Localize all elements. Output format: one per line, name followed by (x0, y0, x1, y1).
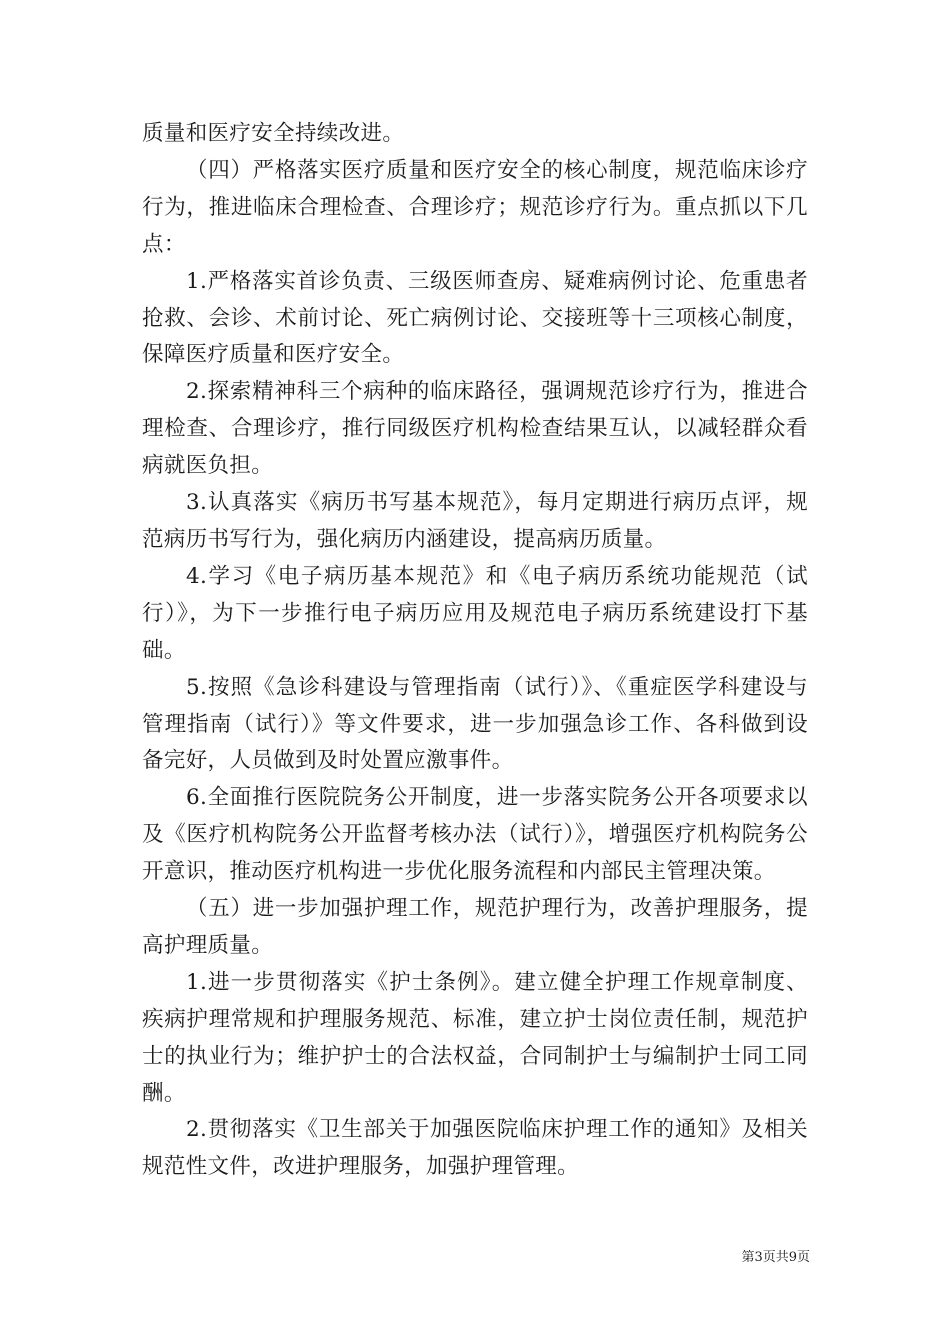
paragraph-continuation: 质量和医疗安全持续改进。 (142, 121, 405, 146)
page-number-footer: 第3页共9页 (741, 1250, 810, 1265)
section-heading-4: （四）严格落实医疗质量和医疗安全的核心制度，规范临床诊疗行为，推进临床合理检查、合理诊疗；规范诊疗行为。重点抓以下几点： (142, 157, 808, 257)
nursing-item-2: 2.贯彻落实《卫生部关于加强医院临床护理工作的通知》及相关规范性文件，改进护理服务，加强护理管理。 (142, 1117, 808, 1180)
list-item-6: 6.全面推行医院院务公开制度，进一步落实院务公开各项要求以及《医疗机构院务公开监督考核办法（试行）》，增强医疗机构院务公开意识，推动医疗机构进一步优化服务流程和内部民主管理决策。 (142, 785, 808, 885)
list-item-2: 2.探索精神科三个病种的临床路径，强调规范诊疗行为，推进合理检查、合理诊疗，推行同级医疗机构检查结果互认，以减轻群众看病就医负担。 (142, 379, 808, 479)
list-item-4: 4.学习《电子病历基本规范》和《电子病历系统功能规范（试行）》，为下一步推行电子病历应用及规范电子病历系统建设打下基础。 (142, 563, 808, 663)
list-item-1: 1.严格落实首诊负责、三级医师查房、疑难病例讨论、危重患者抢救、会诊、术前讨论、死亡病例讨论、交接班等十三项核心制度，保障医疗质量和医疗安全。 (142, 268, 808, 368)
document-body (142, 116, 808, 1186)
list-item-3: 3.认真落实《病历书写基本规范》，每月定期进行病历点评，规范病历书写行为，强化病历内涵建设，提高病历质量。 (142, 490, 808, 552)
section-heading-5: （五）进一步加强护理工作，规范护理行为，改善护理服务，提高护理质量。 (142, 896, 808, 958)
nursing-item-1: 1.进一步贯彻落实《护士条例》。建立健全护理工作规章制度、疾病护理常规和护理服务规范、标准，建立护士岗位责任制，规范护士的执业行为；维护护士的合法权益，合同制护士与编制护士同工同酬。 (142, 969, 808, 1106)
list-item-5: 5.按照《急诊科建设与管理指南（试行）》、《重症医学科建设与管理指南（试行）》等文件要求，进一步加强急诊工作、各科做到设备完好，人员做到及时处置应激事件。 (142, 674, 808, 774)
